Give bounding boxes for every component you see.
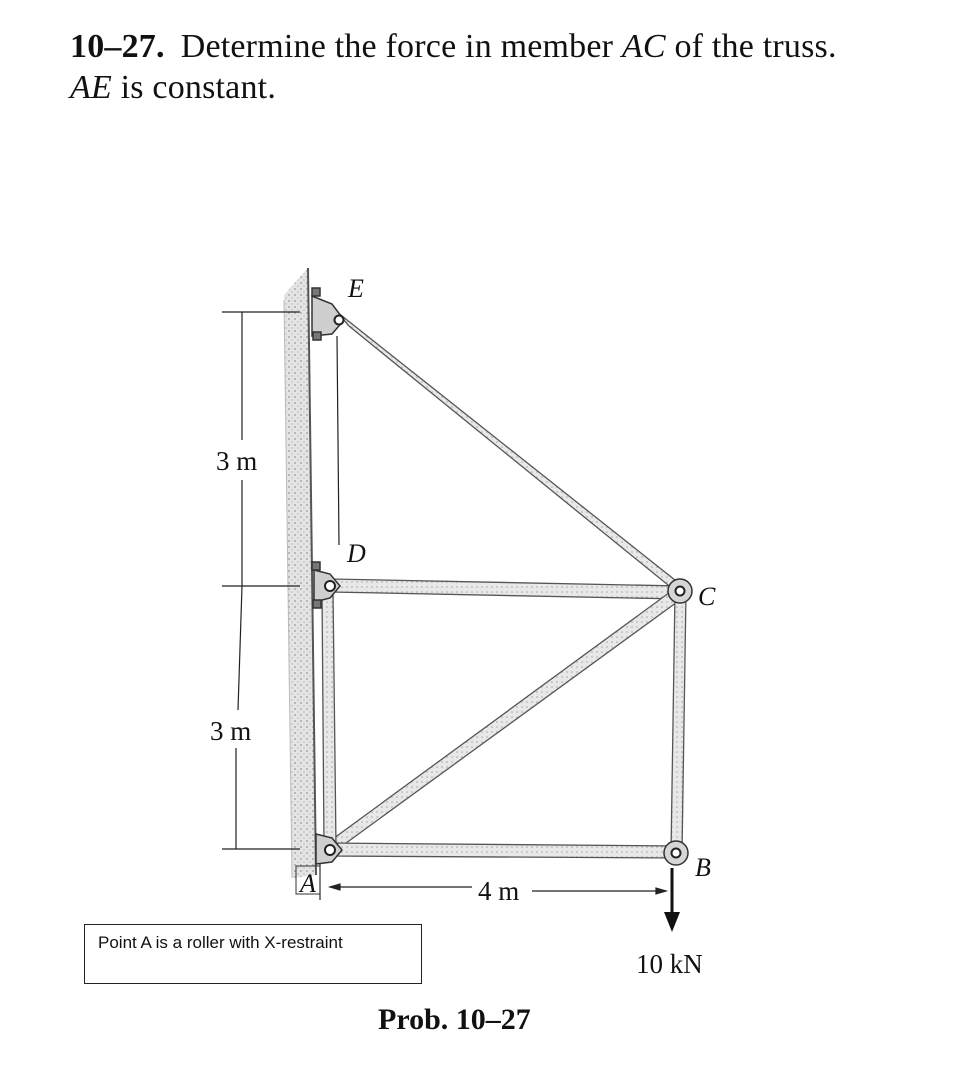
pin-E	[335, 316, 344, 325]
dim-upper-height: 3 m	[216, 446, 258, 476]
member-AB	[326, 843, 677, 858]
pin-A	[325, 845, 335, 855]
support-note: Point A is a roller with X-restraint	[84, 924, 422, 984]
load-label: 10 kN	[636, 949, 703, 979]
member-DC	[330, 579, 681, 599]
problem-caption: Prob. 10–27	[378, 1003, 531, 1036]
pin-B	[672, 849, 681, 858]
problem-number: 10–27.	[70, 28, 165, 65]
load-arrow	[664, 868, 680, 932]
pin-D	[325, 581, 335, 591]
member-AC	[326, 587, 684, 854]
problem-text-2: of the truss.	[665, 28, 837, 65]
pin-C	[676, 587, 685, 596]
node-label-D: D	[347, 539, 366, 568]
node-label-B: B	[695, 853, 711, 882]
member-EC	[337, 312, 684, 598]
problem-text-3: is constant.	[111, 69, 277, 107]
problem-text-1: Determine the force in member	[180, 28, 622, 65]
node-label-A: A	[300, 869, 316, 898]
member-AD	[322, 589, 336, 847]
member-CB	[671, 592, 686, 853]
dim-width: 4 m	[478, 876, 520, 906]
node-label-E: E	[348, 274, 364, 303]
constant-label: AE	[70, 69, 112, 107]
node-label-C: C	[698, 582, 716, 611]
supports	[312, 288, 692, 865]
truss-members	[322, 312, 686, 858]
wall	[284, 268, 316, 878]
member-label: AC	[621, 28, 666, 65]
dim-lower-height: 3 m	[210, 716, 252, 746]
